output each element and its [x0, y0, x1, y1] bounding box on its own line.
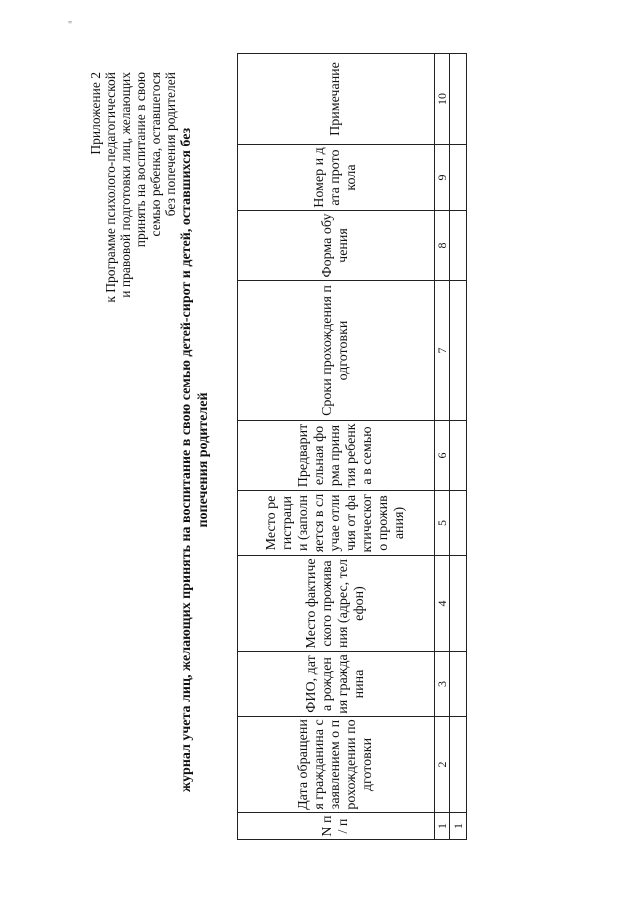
- column-number: 2: [435, 717, 450, 813]
- table-cell: [450, 421, 467, 491]
- column-number: 8: [435, 211, 450, 281]
- page-mark: ": [68, 20, 73, 31]
- column-number: 10: [435, 54, 450, 145]
- appendix-note: [88, 72, 178, 512]
- journal-title: [178, 80, 212, 840]
- column-number: 3: [435, 652, 450, 717]
- table-cell: [450, 145, 467, 211]
- header-cell-application-date: Дата обращения гражданина с заявлением о прохождении подготовки: [238, 717, 435, 813]
- header-cell-placement-form: Предварительная форма принятия ребенка в семью: [238, 421, 435, 491]
- header-cell-protocol: Номер и дата протокола: [238, 145, 435, 211]
- table-cell: [450, 54, 467, 145]
- appendix-line: к Программе психолого-педагогической: [103, 72, 118, 303]
- table-cell: 1: [450, 813, 467, 840]
- table-header-row: [238, 54, 435, 840]
- table-cell: [450, 717, 467, 813]
- appendix-line: и правовой подготовки лиц, желающих: [118, 72, 133, 298]
- column-number-row: [435, 54, 450, 840]
- column-number: 6: [435, 421, 450, 491]
- rotated-page-content: [0, 20, 640, 880]
- appendix-line: без попечения родителей: [163, 72, 178, 217]
- table-cell: [450, 491, 467, 556]
- column-number: 7: [435, 281, 450, 421]
- header-cell-actual-residence: Место фактического проживания (адрес, телефон): [238, 556, 435, 652]
- table-cell: [450, 281, 467, 421]
- table-cell: [450, 556, 467, 652]
- header-cell-number: N п / п: [238, 813, 435, 840]
- column-number: 1: [435, 813, 450, 840]
- column-number: 9: [435, 145, 450, 211]
- column-number: 4: [435, 556, 450, 652]
- header-cell-note: Примечание: [238, 54, 435, 145]
- column-number: 5: [435, 491, 450, 556]
- header-cell-training-form: Форма обучения: [238, 211, 435, 281]
- header-cell-training-dates: Сроки прохождения подготовки: [238, 281, 435, 421]
- journal-title-line1: журнал учета лиц, желающих принять на воспитание в свою семью детей-сирот и детей, оставшихся без: [179, 127, 194, 793]
- header-cell-full-name: ФИО, дата рождения гражданина: [238, 652, 435, 717]
- journal-title-line2: попечения родителей: [196, 392, 211, 528]
- appendix-line: принять на воспитание в свою: [133, 72, 148, 248]
- appendix-line: Приложение 2: [88, 72, 103, 155]
- table-row: [450, 54, 467, 840]
- table-cell: [450, 211, 467, 281]
- header-cell-registration: Место регистрации (заполняется в случае отличия от фактического проживания): [238, 491, 435, 556]
- journal-table: [237, 53, 467, 840]
- appendix-line: семью ребенка, оставшегося: [148, 72, 163, 237]
- table-cell: [450, 652, 467, 717]
